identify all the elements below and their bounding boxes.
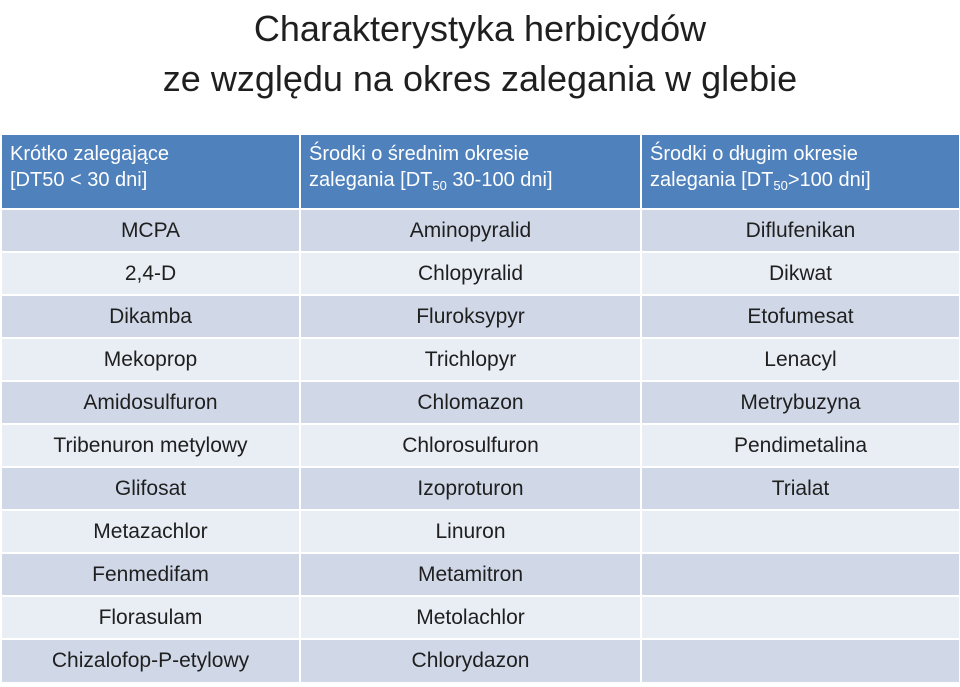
table-cell: Aminopyralid [300,209,641,252]
table-cell: Lenacyl [641,338,959,381]
table-cell: Pendimetalina [641,424,959,467]
table-cell: Chlomazon [300,381,641,424]
table-cell: Trichlopyr [300,338,641,381]
table-row [2,467,959,510]
table-cell: Metamitron [300,553,641,596]
table-row [2,338,959,381]
table-row [2,252,959,295]
header-line-1: Środki o długim okresie [650,143,858,165]
header-row [2,135,959,209]
table-cell: Diflufenikan [641,209,959,252]
table-cell: Dikamba [2,295,300,338]
table-cell: Chizalofop-P-etylowy [2,639,300,682]
header-long-persistence [641,135,959,209]
header-subscript: 50 [773,178,788,193]
header-line-2-prefix: zalegania [DT [650,169,774,191]
table-cell: Mekoprop [2,338,300,381]
title-line-1: Charakterystyka herbicydów [253,8,707,49]
table-cell: Fluroksypyr [300,295,641,338]
header-line-1: Środki o średnim okresie [309,143,530,165]
table-row [2,596,959,639]
table-cell: Trialat [641,467,959,510]
table-cell: Chlorosulfuron [300,424,641,467]
table-cell: Amidosulfuron [2,381,300,424]
table-cell [641,553,959,596]
table-cell: Glifosat [2,467,300,510]
table-row [2,639,959,682]
table-cell: Florasulam [2,596,300,639]
header-line-1: Krótko zalegające [10,143,169,165]
table-cell: Linuron [300,510,641,553]
table-cell: Tribenuron metylowy [2,424,300,467]
table-cell: Metrybuzyna [641,381,959,424]
table-cell [641,639,959,682]
table-cell: MCPA [2,209,300,252]
title-line-2: ze względu na okres zalegania w glebie [162,58,798,99]
table-cell: Chlorydazon [300,639,641,682]
table-cell [641,510,959,553]
table-row [2,209,959,252]
table-cell: Fenmedifam [2,553,300,596]
header-short-persistence [2,135,300,209]
table-cell [641,596,959,639]
herbicide-table [2,135,959,682]
header-subscript: 50 [432,178,447,193]
slide-title [0,0,960,128]
table-cell: Chlopyralid [300,252,641,295]
header-line-2-prefix: zalegania [DT [309,169,433,191]
table-cell: 2,4-D [2,252,300,295]
header-line-2-suffix: 30-100 dni] [446,169,553,191]
table-row [2,295,959,338]
header-line-2: [DT50 < 30 dni] [10,169,148,191]
table-cell: Etofumesat [641,295,959,338]
table-row [2,510,959,553]
table-row [2,424,959,467]
header-medium-persistence [300,135,641,209]
table-cell: Dikwat [641,252,959,295]
table-cell: Metazachlor [2,510,300,553]
table-cell: Metolachlor [300,596,641,639]
table-cell: Izoproturon [300,467,641,510]
table-row [2,553,959,596]
table-row [2,381,959,424]
header-line-2-suffix: >100 dni] [787,169,871,191]
